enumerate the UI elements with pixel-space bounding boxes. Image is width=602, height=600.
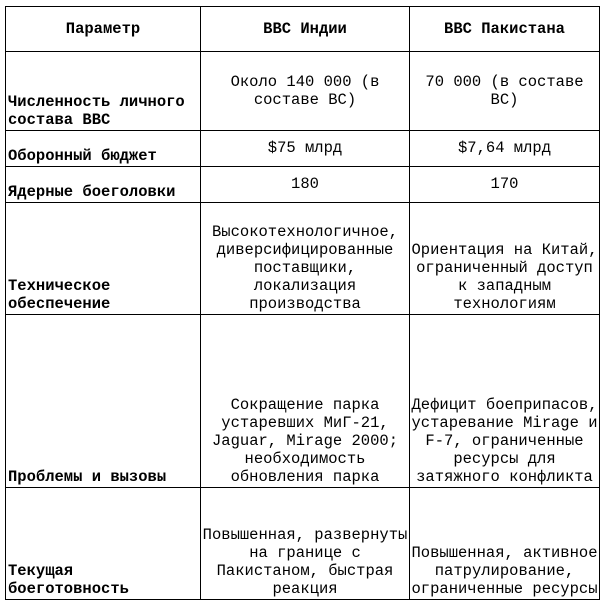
cell-india: Около 140 000 (в составе ВС) [201,52,410,131]
header-parameter: Параметр [6,7,201,52]
header-india-airforce: ВВС Индии [201,7,410,52]
table-row [6,203,600,315]
cell-pakistan: Дефицит боеприпасов, устаревание Mirage и F-7, ограниченные ресурсы для затяжного конфликта [410,315,600,488]
cell-pakistan: Повышенная, активное патрулирование, ограниченные ресурсы [410,488,600,600]
table-row [6,488,600,600]
cell-india: Повышенная, развернуты на границе с Пакистаном, быстрая реакция [201,488,410,600]
table-row [6,315,600,488]
cell-pakistan: 70 000 (в составе ВС) [410,52,600,131]
row-label: Численность личного состава ВВС [6,52,201,131]
cell-india: 180 [201,167,410,203]
cell-india: Сокращение парка устаревших МиГ-21, Jaguar, Mirage 2000; необходимость обновления парка [201,315,410,488]
header-pakistan-airforce: ВВС Пакистана [410,7,600,52]
row-label: Текущая боеготовность [6,488,201,600]
row-label: Проблемы и вызовы [6,315,201,488]
cell-india: $75 млрд [201,131,410,167]
table-header-row [6,7,600,52]
cell-pakistan: Ориентация на Китай, ограниченный доступ к западным технологиям [410,203,600,315]
cell-pakistan: $7,64 млрд [410,131,600,167]
table-row [6,167,600,203]
table-row [6,52,600,131]
row-label: Техническое обеспечение [6,203,201,315]
comparison-table [5,6,600,600]
cell-india: Высокотехнологичное, диверсифицированные поставщики, локализация производства [201,203,410,315]
row-label: Ядерные боеголовки [6,167,201,203]
table-row [6,131,600,167]
cell-pakistan: 170 [410,167,600,203]
row-label: Оборонный бюджет [6,131,201,167]
